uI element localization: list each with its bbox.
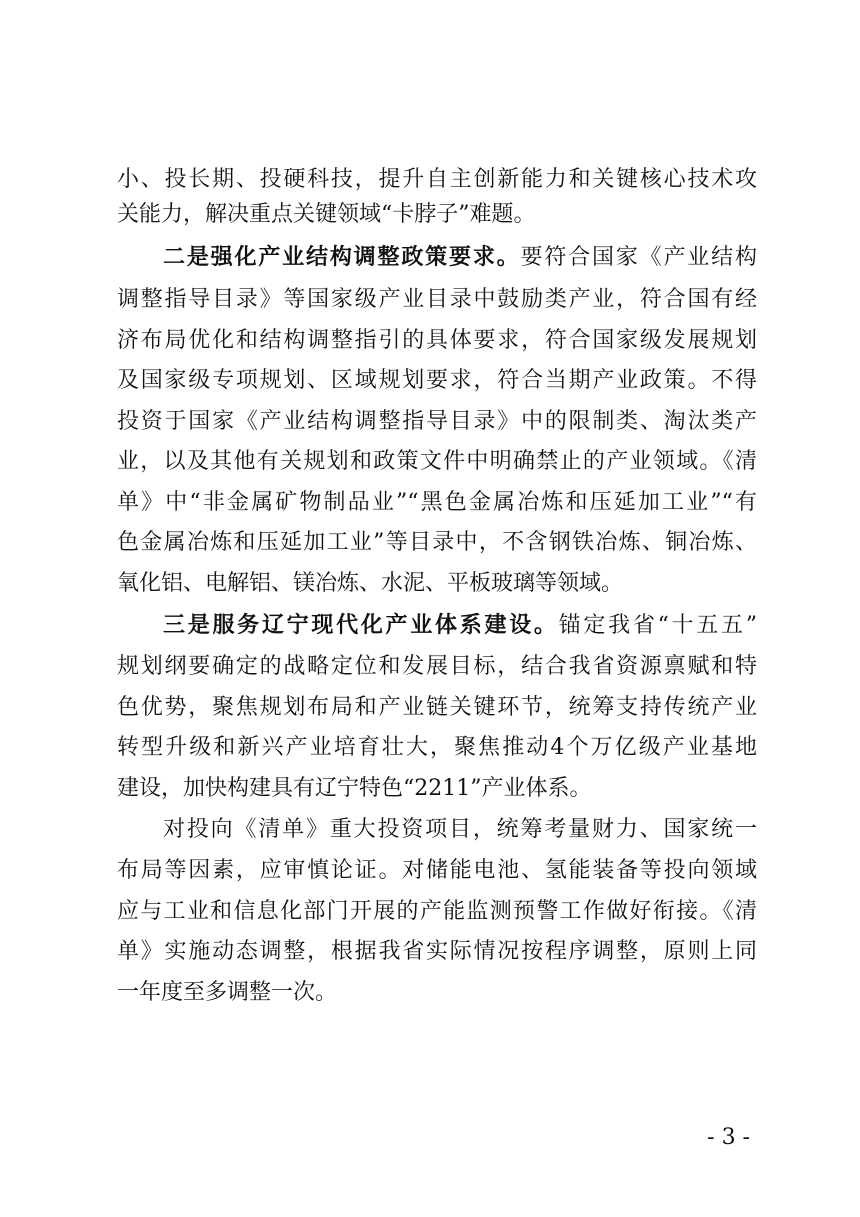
paragraph-2-line-8: 色金属冶炼和压延加工业”等目录中，不含钢铁冶炼、铜冶炼、 [117,530,757,555]
paragraph-4-line-1: 对投向《清单》重大投资项目，统筹考量财力、国家统一 [163,817,757,842]
paragraph-3-line-4: 转型升级和新兴产业培育壮大，聚焦推动4个万亿级产业基地 [117,735,757,760]
paragraph-3-first-line-text: 锚定我省“十五五” [558,613,757,638]
paragraph-2-first-line-text: 要符合国家《产业结构 [520,245,757,270]
paragraph-4-line-2: 布局等因素，应审慎论证。对储能电池、氢能装备等投向领域 [117,858,757,883]
paragraph-3-line-5: 建设，加快构建具有辽宁特色“2211”产业体系。 [117,776,592,801]
paragraph-2-line-9: 氧化铝、电解铝、镁冶炼、水泥、平板玻璃等领域。 [117,571,624,596]
paragraph-2-line-5: 投资于国家《产业结构调整指导目录》中的限制类、淘汰类产 [117,409,757,434]
paragraph-2-line-3: 济布局优化和结构调整指引的具体要求，符合国家级发展规划 [117,328,757,353]
paragraph-3-line-3: 色优势，聚焦规划布局和产业链关键环节，统筹支持传统产业 [117,695,757,720]
paragraph-3-line-2: 规划纲要确定的战略定位和发展目标，结合我省资源禀赋和特 [117,654,757,679]
paragraph-4-line-4: 单》实施动态调整，根据我省实际情况按程序调整，原则上同 [117,939,757,964]
page-number: - 3 - [707,1125,750,1150]
paragraph-3-line-1 [163,604,757,648]
paragraph-2-line-2: 调整指导目录》等国家级产业目录中鼓励类产业，符合国有经 [117,287,757,312]
paragraph-3-heading: 三是服务辽宁现代化产业体系建设。 [163,613,559,638]
paragraph-4-line-5: 一年度至多调整一次。 [117,980,338,1005]
paragraph-2-line-7: 单》中“非金属矿物制品业”“黑色金属冶炼和压延加工业”“有 [117,490,757,515]
paragraph-2-heading: 二是强化产业结构调整政策要求。 [163,245,521,270]
paragraph-2-line-4: 及国家级专项规划、区域规划要求，符合当期产业政策。不得 [117,368,757,393]
paragraph-1-line-2: 关能力，解决重点关键领域“卡脖子”难题。 [117,202,536,227]
paragraph-2-line-1 [163,236,757,280]
paragraph-2-line-6: 业，以及其他有关规划和政策文件中明确禁止的产业领域。《清 [117,449,757,474]
paragraph-4-line-3: 应与工业和信息化部门开展的产能监测预警工作做好衔接。《清 [117,899,757,924]
paragraph-1-line-1: 小、投长期、投硬科技，提升自主创新能力和关键核心技术攻 [117,167,757,192]
